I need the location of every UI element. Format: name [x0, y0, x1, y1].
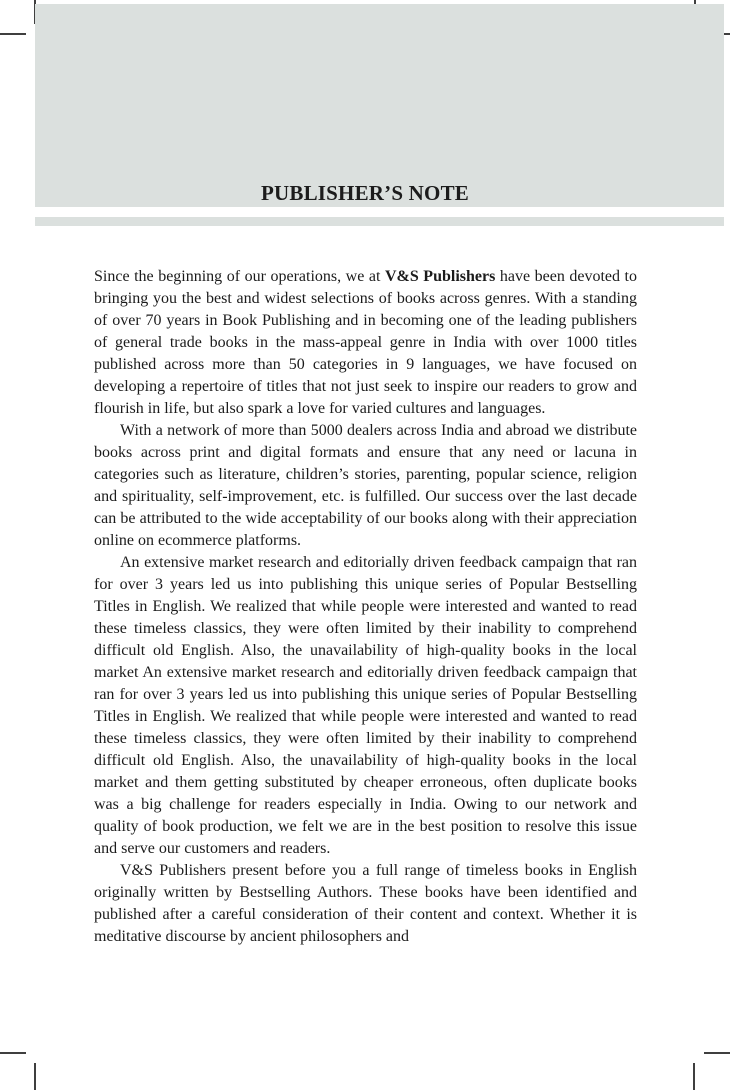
crop-mark-bottom-left-vertical	[34, 1063, 36, 1090]
header-band	[35, 4, 724, 207]
paragraph-1-lead-text: Since the beginning of our operations, we at	[94, 268, 385, 285]
paragraph-2: With a network of more than 5000 dealers across India and abroad we distribute books across print and digital formats and ensure that any need or lacuna in categories such as literature, children’s stories, parenting, popular science, religion and spirituality, self-improvement, etc. is fulfilled. Our success over the last decade can be attributed to the wide acceptability of our books along with their appreciation online on ecommerce platforms.	[94, 422, 637, 549]
paragraph-1	[94, 266, 637, 420]
crop-mark-top-left-horizontal	[0, 33, 26, 35]
page-title: PUBLISHER’S NOTE	[260, 181, 469, 205]
header-accent-strip	[35, 217, 724, 226]
crop-mark-bottom-right-horizontal	[704, 1052, 730, 1054]
crop-mark-bottom-left-horizontal	[0, 1052, 26, 1054]
paragraph-1-rest-text: have been devoted to bringing you the best and widest selections of books across genres. With a standing of over 70 years in Book Publishing and in becoming one of the leading publishers of general trade books in the mass-appeal genre in India with over 1000 titles published across more than 50 categories in 9 languages, we have focused on developing a repertoire of titles that not just seek to inspire our readers to grow and flourish in life, but also spark a love for varied cultures and languages.	[94, 268, 637, 417]
crop-mark-bottom-right-vertical	[693, 1063, 695, 1090]
body-text-column	[94, 266, 637, 948]
paragraph-4: V&S Publishers present before you a full range of timeless books in English originally written by Bestselling Authors. These books have been identified and published after a careful consideration of their content and context. Whether it is meditative discourse by ancient philosophers and	[94, 862, 637, 945]
paragraph-3: An extensive market research and editorially driven feedback campaign that ran for over 3 years led us into publishing this unique series of Popular Bestselling Titles in English. We realized that while people were interested and wanted to read these timeless classics, they were often limited by their inability to comprehend difficult old English. Also, the unavailability of high-quality books in the local market An extensive market research and editorially driven feedback campaign that ran for over 3 years led us into publishing this unique series of Popular Bestselling Titles in English. We realized that while people were interested and wanted to read these timeless classics, they were often limited by their inability to comprehend difficult old English. Also, the unavailability of high-quality books in the local market and them getting substituted by cheaper erroneous, often duplicate books was a big challenge for readers especially in India. Owing to our network and quality of book production, we felt we are in the best position to resolve this issue and serve our customers and readers.	[94, 554, 637, 857]
publisher-name-bold: V&S Publishers	[384, 268, 496, 285]
